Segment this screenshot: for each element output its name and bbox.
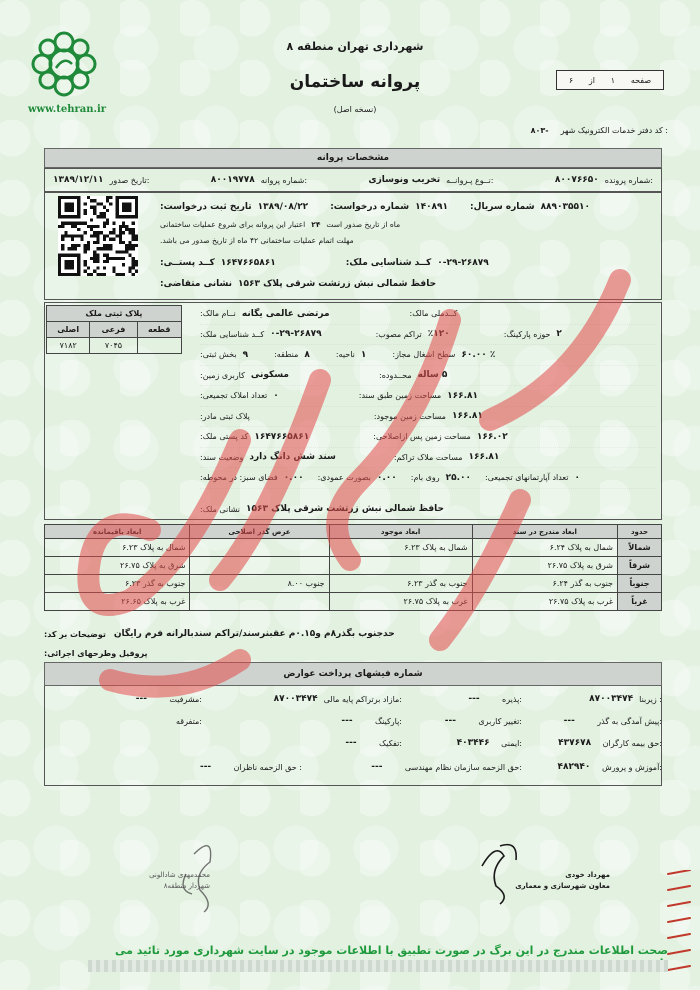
fee-label: آموزش و پرورش: bbox=[601, 762, 662, 772]
bounds-remaining: جنوب به گذر ۶.۲۳ bbox=[45, 575, 190, 593]
bounds-deed: جنوب به گذر ۶.۲۴ bbox=[472, 575, 617, 593]
parking-zone: حوزه پارکینگ: ۲ bbox=[503, 329, 562, 340]
copy-label: (نسخه اصل) bbox=[333, 105, 377, 114]
fee-row bbox=[44, 738, 662, 748]
bounds-direction: جنوباً bbox=[618, 575, 662, 593]
fee-row bbox=[44, 762, 662, 772]
fee-value: --- bbox=[199, 762, 212, 772]
plate-title: پلاک ثبتی ملک bbox=[47, 306, 182, 322]
plate-header-main: اصلی bbox=[47, 322, 90, 338]
page-label: صفحه bbox=[630, 75, 652, 85]
permit-section-header: مشخصات پروانه bbox=[44, 148, 662, 168]
property-postal-code: کد پستی ملک: ۱۶۴۷۶۶۵۸۶۱ bbox=[200, 431, 310, 442]
office-code-value: ۸۰۳- bbox=[530, 126, 549, 135]
postal-code: کــد پستــی: ۱۶۴۷۶۶۵۸۶۱ bbox=[160, 258, 276, 268]
fee-value: --- bbox=[468, 694, 480, 704]
limit: محــدوده: ۵ ساله bbox=[379, 370, 448, 381]
fee-label: حق الزحمه ناظران : bbox=[233, 762, 302, 772]
fee-value: ۴۳۷۶۷۸ bbox=[558, 738, 592, 748]
owner-detail-lines bbox=[200, 304, 656, 489]
bounds-existing: شمال به پلاک ۶.۲۳ bbox=[329, 539, 472, 557]
bounds-existing bbox=[329, 557, 472, 575]
bounds-header-direction: حدود bbox=[618, 525, 662, 539]
deputy-name: مهرداد خودی bbox=[565, 871, 610, 879]
page-total: ۶ bbox=[568, 75, 574, 85]
bounds-corrected bbox=[190, 557, 329, 575]
table-row bbox=[45, 557, 662, 575]
owner-national-id: کــدملی مالک: bbox=[409, 309, 458, 319]
bounds-direction: غرباً bbox=[618, 593, 662, 611]
fee-label: زیربنا : bbox=[639, 694, 662, 704]
footer-pattern-bar bbox=[88, 960, 668, 972]
allowed-coverage: سطح اشغال مجاز: ٪ ۶۰.۰۰ bbox=[392, 349, 496, 360]
mayor-signature bbox=[100, 870, 210, 891]
validity-line: اعتبار این پروانه برای شروع عملیات ساختمانی ۲۴ ماه از تاریخ صدور است bbox=[160, 219, 401, 229]
fee-value: --- bbox=[444, 716, 457, 726]
fee-value: --- bbox=[371, 762, 383, 772]
plate-header-part: قطعه bbox=[137, 322, 181, 338]
red-edge-marks-icon bbox=[664, 870, 694, 980]
bounds-existing: جنوب به گذر ۶.۲۳ bbox=[329, 575, 472, 593]
bounds-corrected: جنوب ۸.۰۰ bbox=[190, 575, 329, 593]
fee-value: ۸۷۰۰۳۴۷۴ bbox=[273, 694, 318, 704]
bounds-direction: شرقاً bbox=[618, 557, 662, 575]
owner-property-code: کــد شناسایی ملک: ۰-۲۹-۲۶۸۷۹ bbox=[200, 329, 322, 340]
permit-type: نــوع پـروانــه: تخریب ونوسازی bbox=[368, 175, 494, 185]
fee-value: --- bbox=[135, 694, 147, 704]
fee-label: متفرقه: bbox=[176, 716, 202, 726]
fee-label: تفکیک: bbox=[379, 738, 402, 748]
permit-summary-row bbox=[44, 168, 662, 192]
table-row bbox=[45, 575, 662, 593]
fee-value: --- bbox=[341, 716, 353, 726]
fees-header: شماره فیشهای پرداخت عوارض bbox=[44, 662, 662, 686]
area: ناحیه: ۱ bbox=[335, 349, 367, 360]
bounds-existing: غرب به پلاک ۲۶.۷۵ bbox=[329, 593, 472, 611]
applicant-address: نشانی متقاضی: حافظ شمالی نبش زرتشت شرقی پلاک ۱۵۶۳ bbox=[160, 279, 437, 289]
notes-label: توضیحات بر کد: bbox=[44, 629, 106, 639]
fee-value: ۴۰۳۴۴۶ bbox=[456, 738, 490, 748]
bounds-corrected bbox=[190, 593, 329, 611]
issue-date: تاریخ صدور: ۱۳۸۹/۱۲/۱۱ bbox=[53, 175, 150, 185]
site-url: www.tehran.ir bbox=[27, 104, 107, 115]
request-number: شماره درخواست: ۱۴۰۸۹۱ bbox=[330, 202, 449, 212]
fee-label: ایمنی: bbox=[501, 738, 522, 748]
fee-label: پیش آمدگی به گذر: bbox=[597, 716, 662, 726]
organization-title: شهرداری تهران منطقه ۸ bbox=[286, 40, 424, 53]
qr-code-icon bbox=[58, 196, 138, 276]
fee-label: حق بیمه کارگران: bbox=[602, 738, 662, 748]
plate-header-minor: فرعی bbox=[90, 322, 137, 338]
fee-value: ۸۷۰۰۳۴۷۴ bbox=[589, 694, 634, 704]
fee-label: تغییر کاربری: bbox=[478, 716, 522, 726]
existing-area: مساحت زمین موجود: ۱۶۶.۸۱ bbox=[373, 411, 483, 422]
notes-text: حدجنوب بگذر۸م و۰.۱۵م عقبنرسند/تراکم سندبالرانه فرم رایگان bbox=[113, 629, 395, 639]
fee-label: پارکینگ: bbox=[374, 716, 402, 726]
table-row bbox=[45, 593, 662, 611]
deputy-signature bbox=[500, 870, 610, 891]
registry-district: بخش ثبتی: ۹ bbox=[200, 349, 249, 360]
permit-number: شماره پروانه: ۸۰۰۱۹۷۷۸ bbox=[210, 175, 308, 185]
registry-plate-table bbox=[46, 305, 182, 354]
profile-label: پروفیل وطرحهای اجرائی: bbox=[44, 648, 148, 658]
table-row bbox=[45, 539, 662, 557]
approved-density: تراکم مصوب: ٪۱۲۰ bbox=[375, 329, 450, 340]
boundaries-table bbox=[44, 524, 662, 611]
deed-area: مساحت زمین طبق سند: ۱۶۶.۸۱ bbox=[358, 390, 479, 401]
office-code-label: کد دفتر خدمات الکترونیک شهر : bbox=[560, 126, 668, 135]
document-title: پروانه ساختمان bbox=[289, 72, 421, 92]
bounds-header-deed: ابعاد مندرج در سند bbox=[472, 525, 617, 539]
mayor-name: محمدمهدی شادالونی bbox=[149, 871, 210, 879]
fee-value: --- bbox=[563, 716, 575, 726]
bounds-remaining: شرق به پلاک ۲۶.۷۵ bbox=[45, 557, 190, 575]
fee-label: پذیره: bbox=[502, 694, 522, 704]
permit-detail-lines bbox=[160, 198, 656, 294]
land-usage: کاربری زمین: مسکونی bbox=[200, 370, 289, 381]
bounds-remaining: غرب به پلاک ۲۶.۶۵ bbox=[45, 593, 190, 611]
fee-row bbox=[44, 694, 662, 704]
fee-value: --- bbox=[345, 738, 357, 748]
bounds-header-remaining: ابعاد باقیمانده bbox=[45, 525, 190, 539]
merged-apartments: تعداد آپارتمانهای تجمیعی: ۰ bbox=[485, 472, 581, 483]
corrected-area: مساحت زمین پس ازاصلاحی: ۱۶۶.۰۲ bbox=[373, 431, 508, 442]
deadline-line: مهلت اتمام عملیات ساختمانی ۴۲ ماه از تاریخ صدور می باشد. bbox=[160, 235, 354, 245]
serial-number: شماره سریال: ۸۸۹۰۳۵۵۱۰ bbox=[470, 202, 591, 212]
tehran-municipality-logo-icon bbox=[28, 28, 100, 100]
owner-name: نــام مالک: مرتضی عالمی یگانه bbox=[200, 308, 330, 319]
case-number: شماره پرونده: ۸۰۰۷۶۶۵۰ bbox=[554, 175, 653, 185]
footer-note: صحت اطلاعات مندرج در این برگ در صورت تطبیق با اطلاعات موجود در سایت شهرداری مورد تائید می bbox=[115, 944, 668, 957]
bounds-header-existing: ابعاد موجود bbox=[329, 525, 472, 539]
bounds-corrected bbox=[190, 539, 329, 557]
green-space-yard: فضای سبز: در محوطه: ۰.۰۰ bbox=[200, 472, 304, 483]
property-address: نشانی ملک: حافظ شمالی نبش زرتشت شرقی پلاک ۱۵۶۳ bbox=[200, 504, 445, 514]
fee-label: حق الزحمه سازمان نظام مهندسی: bbox=[404, 762, 522, 772]
fee-value: ۴۸۲۹۴۰ bbox=[557, 762, 591, 772]
bounds-deed: شمال به پلاک ۶.۲۴ bbox=[472, 539, 617, 557]
mother-plate: پلاک ثبتی مادر: bbox=[200, 411, 250, 421]
bounds-remaining: شمال به پلاک ۶.۲۳ bbox=[45, 539, 190, 557]
green-space-vertical: بصورت عمودی: ۰.۰۰ bbox=[317, 472, 397, 483]
bounds-deed: غرب به پلاک ۲۶.۷۵ bbox=[472, 593, 617, 611]
density-area: مساحت ملاک تراکم: ۱۶۶.۸۱ bbox=[393, 452, 500, 463]
mayor-title: شهردار منطقه۸ bbox=[163, 881, 210, 890]
plate-main-value: ۷۱۸۲ bbox=[47, 338, 90, 354]
page-number: ۱ bbox=[610, 75, 616, 85]
page-counter bbox=[556, 70, 664, 90]
region: منطقه: ۸ bbox=[274, 349, 310, 360]
plate-part-value bbox=[137, 338, 181, 354]
property-id: کــد شناسایی ملک: ۰-۲۹-۲۶۸۷۹ bbox=[345, 258, 489, 268]
fee-label: مازاد برتراکم پایه مالی: bbox=[323, 694, 402, 704]
merged-units: تعداد املاک تجمیعی: ۰ bbox=[200, 390, 279, 401]
fee-row bbox=[44, 716, 662, 726]
deed-status: وضعیت سند: سند شش دانگ دارد bbox=[200, 452, 336, 463]
deputy-title: معاون شهرسازی و معماری bbox=[515, 881, 610, 890]
bounds-direction: شمالاً bbox=[618, 539, 662, 557]
office-code bbox=[40, 126, 668, 135]
bounds-header-corrected: عرض گذر اصلاحی bbox=[190, 525, 329, 539]
fee-label: مشرفیت: bbox=[169, 694, 202, 704]
plate-minor-value: ۷۰۴۵ bbox=[90, 338, 137, 354]
green-space-roof: روی بام: ۲۵.۰۰ bbox=[410, 472, 472, 483]
bounds-deed: شرق به پلاک ۲۶.۷۵ bbox=[472, 557, 617, 575]
request-date: تاریخ ثبت درخواست: ۱۳۸۹/۰۸/۲۲ bbox=[160, 202, 309, 212]
page-of-label: از bbox=[588, 75, 596, 85]
